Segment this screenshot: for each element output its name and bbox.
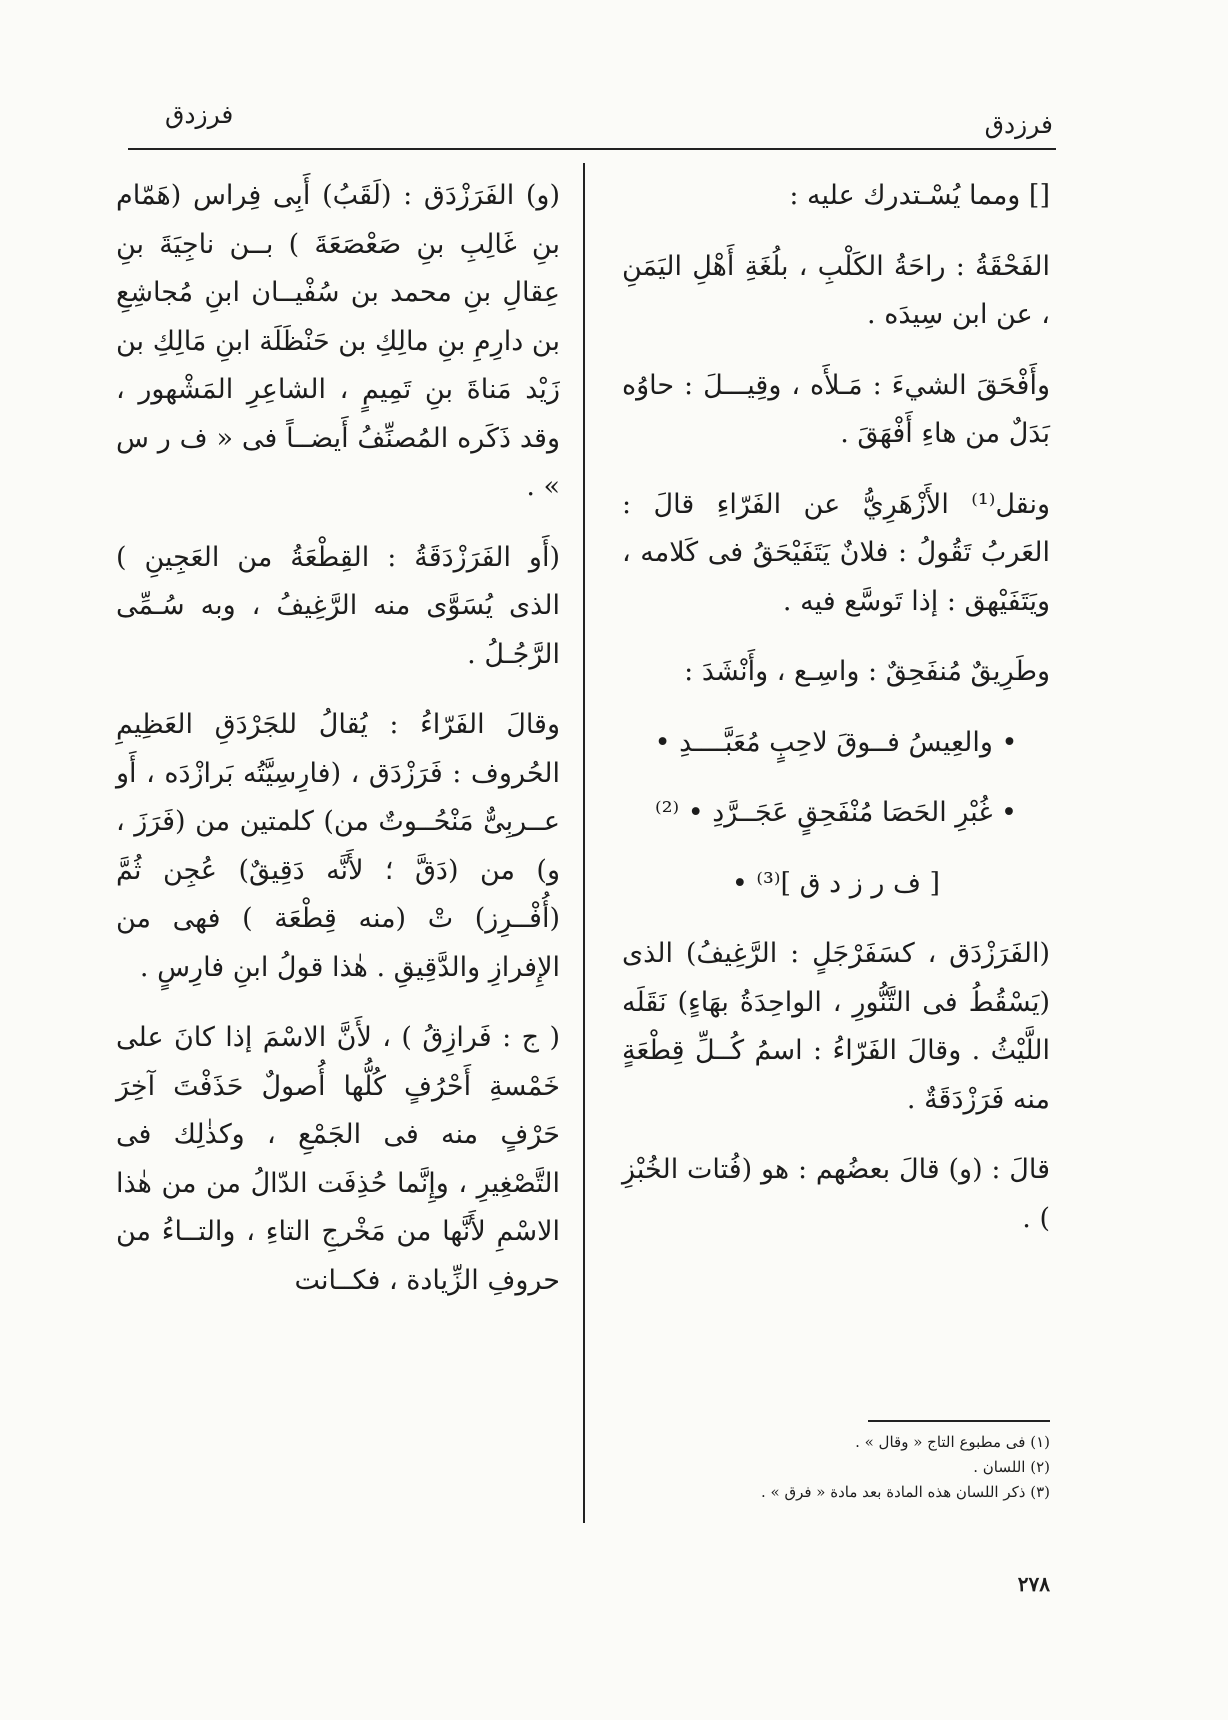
paragraph: (الفَرَزْدَق ، كسَفَرْجَلٍ : الرَّغِيفُ) الذى (يَسْقُطُ فى التَّنُّورِ ، الواحِدَةُ بهَاءٍ) نَقَلَه اللَّيْثُ . وقالَ الفَرّاءُ : اسمُ كُــلِّ قِطْعَةٍ منه فَرَزْدَقَةٌ . (622, 938, 1050, 1115)
paragraph: وطَرِيقٌ مُنفَحِقٌ : واسِـع ، وأَنْشَدَ : (684, 656, 1050, 687)
paragraph: (أَو الفَرَزْدَقَةُ : القِطْعَةُ من العَجِينِ ) الذى يُسَوَّى منه الرَّغِيفُ ، وبه سُـمِّى الرَّجُـلُ . (116, 541, 560, 670)
footnote: (٢) اللسان . (973, 1458, 1050, 1476)
left-column (116, 172, 560, 1327)
header-rule (128, 148, 1056, 150)
paragraph: ( ج : فَرازِقُ ) ، لأَنَّ الاسْمَ إذا كانَ على خَمْسةِ أَحْرُفٍ كُلُّها أُصولٌ حَذَفْتَ آخِرَ حَرْفٍ منه فى الجَمْعِ ، وكذٰلِك فى التَّصْغِيرِ ، وإِنَّما حُذِفَت الدّالُ من من هٰذا الاسْمِ لأَنَّها من مَخْرجِ التاءِ ، والتــاءُ من حروفِ الزِّيادة ، فكــانت (116, 1022, 560, 1296)
verse-line: • غُبْرِ الحَصَا مُنْفَحِقٍ عَجَــرَّدِ • ⁽²⁾ (655, 797, 1017, 828)
footnote: (١) فى مطبوع التاج « وقال » . (855, 1433, 1050, 1451)
verse-line: • والعِيسُ فــوقَ لاحِبٍ مُعَبَّــــدِ • (654, 726, 1018, 758)
right-column (622, 172, 1050, 1265)
column-divider (583, 163, 585, 1523)
page-number: ٢٧٨ (1017, 1572, 1050, 1596)
running-header-left: فرزدق (165, 100, 234, 129)
footnote-rule (868, 1420, 1050, 1422)
paragraph: وأَفْحَقَ الشيءَ : مَـلأَه ، وقِيـــلَ : حاوُه بَدَلٌ من هاءِ أَفْهَقَ . (622, 369, 1050, 449)
paragraph: (و) الفَرَزْدَق : (لَقَبُ) أَبِى فِراس (هَمّام بنِ غَالِبِ بنِ صَعْصَعَةَ ) بــن ناجِيَةَ بنِ عِقالِ بنِ محمد بن سُفْيــان ابنِ مُجاشِعِ بن دارِمِ بنِ مالِكِ بن حَنْظَلَة ابنِ مَالِكِ بن زَيْد مَناةَ بنِ تَمِيمٍ ، الشاعِرِ المَشْهور ، وقد ذَكَره المُصنِّفُ أَيضــاً فى « ف ر س » . (116, 180, 560, 502)
footnote: (٣) ذكر اللسان هذه المادة بعد مادة « فرق » . (760, 1483, 1050, 1501)
paragraph: [] ومما يُسْـتدرك عليه : (789, 180, 1050, 211)
entry-heading: [ ف ر ز د ق ]⁽³⁾ • (731, 867, 941, 899)
paragraph: وقالَ الفَرّاءُ : يُقالُ للجَرْدَقِ العَظِيمِ الحُروف : فَرَزْدَق ، (فارِسِيَّتُه بَرازْدَه ، أَو عــربِىٌّ مَنْحُــوتٌ من) كلمتين من (فَرَزَ ، و) من (دَقَّ ؛ لأَنَّه دَقِيقٌ) عُجِن ثُمَّ (أُفْــرِز) تْ (منه قِطْعَة ) فهى من الإِفرازِ والدَّقِيقِ . هٰذا قولُ ابنِ فارِسٍ . (116, 709, 560, 983)
footnotes (640, 1430, 1050, 1505)
paragraph: الفَحْقَةُ : راحَةُ الكَلْبِ ، بلُغَةِ أَهْلِ اليَمَنِ ، عن ابن سِيدَه . (622, 250, 1050, 330)
running-header-right: فرزدق (984, 110, 1053, 139)
paragraph: قالَ : (و) قالَ بعضُهم : هو (فُتات الخُبْزِ ) . (622, 1154, 1050, 1234)
paragraph: ونقل⁽¹⁾ الأَزْهَرِيُّ عن الفَرّاءِ قالَ : العَربُ تَقُولُ : فلانٌ يَتَفَيْحَقُ فى كَلامه ، ويَتَفَيْهق : إذا تَوسَّع فيه . (622, 488, 1050, 617)
